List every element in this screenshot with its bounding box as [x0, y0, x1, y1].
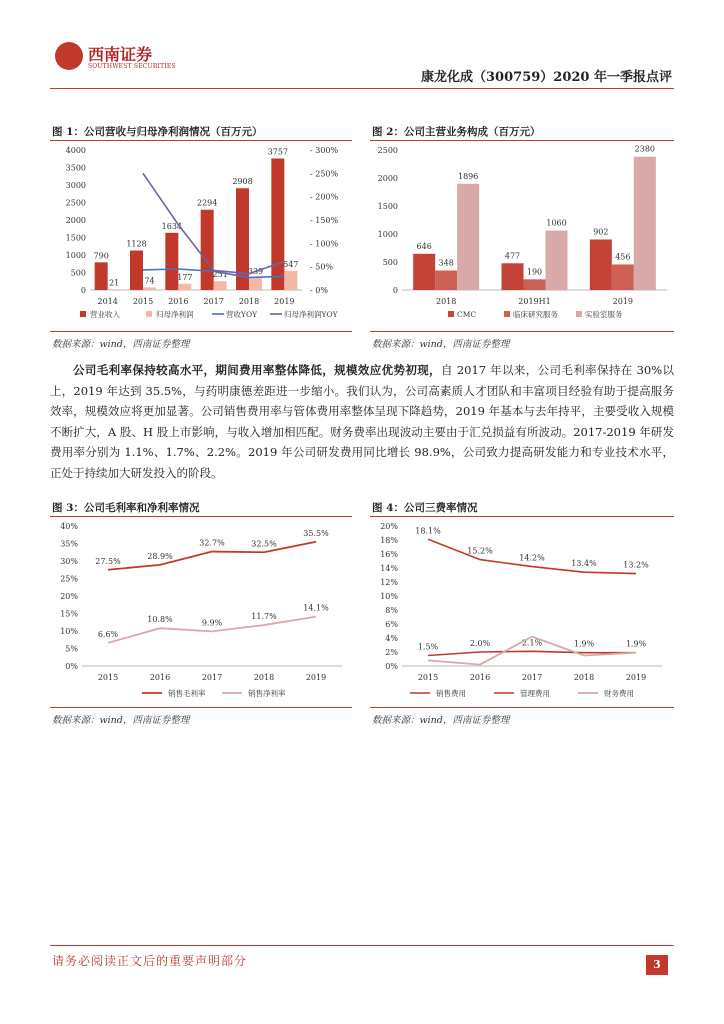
legend-swatch: [504, 311, 510, 317]
point-data-label: 10.8%: [147, 615, 173, 625]
revenue-bar: [95, 262, 108, 290]
legend-swatch: [448, 311, 454, 317]
net-profit-bar: [284, 271, 297, 290]
fig2-source: 数据来源：wind，西南证券整理: [372, 339, 510, 350]
y-tick-label: 35%: [60, 539, 78, 549]
revenue-data-label: 1634: [161, 221, 183, 231]
legend-label: 归母净利润YOY: [284, 310, 338, 319]
y-tick-label: 4000: [65, 146, 86, 155]
point-data-label: 15.2%: [467, 546, 493, 556]
x-tick-label: 2014: [97, 297, 118, 306]
y-tick-label: 2000: [65, 216, 86, 225]
y-tick-label: 4%: [385, 634, 398, 643]
y-tick-label: 30%: [60, 557, 78, 566]
revenue-data-label: 2908: [232, 177, 253, 187]
revenue-data-label: 2294: [196, 198, 218, 208]
report-title: 康龙化成（300759）2020 年一季报点评: [421, 70, 672, 85]
point-data-label: 14.2%: [519, 553, 545, 563]
y2-tick-label: - 300%: [310, 146, 339, 155]
revenue-bar: [130, 251, 143, 290]
fig1-title-rule: [50, 140, 352, 141]
point-data-label: 11.7%: [251, 612, 277, 622]
x-tick-label: 2015: [132, 297, 154, 306]
x-tick-label: 2019: [625, 673, 647, 682]
company-logo-icon: [55, 42, 83, 70]
point-data-label: 27.5%: [95, 556, 121, 566]
point-data-label: 1.5%: [417, 642, 439, 652]
legend-label: 销售毛利率: [168, 689, 206, 698]
y-tick-label: 3500: [65, 163, 86, 173]
net-profit-data-label: 74: [144, 276, 155, 286]
y-tick-label: 25%: [60, 574, 78, 584]
fig1-title: 图 1：公司营收与归母净利润情况（百万元）: [52, 126, 263, 138]
y-tick-label: 1500: [377, 202, 398, 211]
y-tick-label: 8%: [385, 606, 398, 615]
header-divider: [50, 88, 674, 89]
clinical-bar: [524, 279, 546, 290]
point-data-label: 13.2%: [623, 560, 649, 570]
y-tick-label: 1500: [65, 233, 86, 243]
fig4-bottom-rule: [370, 707, 674, 708]
y-tick-label: 3000: [65, 181, 86, 190]
y2-tick-label: - 150%: [310, 216, 339, 225]
disclaimer-notice: 请务必阅读正文后的重要声明部分: [52, 954, 248, 968]
bar-data-label: 477: [504, 251, 521, 261]
net-profit-data-label: 177: [177, 272, 193, 282]
y-tick-label: 0%: [65, 662, 78, 671]
x-tick-label: 2019: [612, 297, 634, 306]
fig4-chart: [372, 518, 674, 704]
y-tick-label: 0: [392, 286, 398, 295]
point-data-label: 32.7%: [199, 538, 225, 548]
x-tick-label: 2019H1: [518, 297, 551, 306]
net-profit-data-label: 21: [109, 278, 120, 288]
fig2-chart: [372, 142, 674, 328]
revenue-data-label: 3757: [267, 147, 289, 157]
point-data-label: 6.6%: [97, 629, 119, 639]
legend-label: 营业收入: [90, 310, 120, 319]
fig3-source: 数据来源：wind，西南证券整理: [52, 715, 190, 726]
y-tick-label: 2000: [377, 174, 398, 183]
y-tick-label: 18%: [380, 536, 398, 545]
net-profit-bar: [249, 278, 262, 290]
cmc-bar: [590, 239, 612, 290]
fig2-bottom-rule: [370, 331, 674, 332]
y-tick-label: 2%: [385, 648, 398, 657]
cmc-bar: [413, 254, 435, 290]
bar-data-label: 348: [438, 258, 454, 268]
analysis-paragraph: [50, 360, 674, 483]
bar-data-label: 1060: [546, 218, 567, 228]
fig1-source: 数据来源：wind，西南证券整理: [52, 339, 190, 350]
point-data-label: 28.9%: [147, 551, 173, 561]
fig4-title-rule: [370, 516, 674, 517]
y2-tick-label: - 250%: [310, 169, 339, 179]
x-tick-label: 2019: [274, 297, 295, 306]
bar-data-label: 646: [416, 241, 432, 251]
y2-tick-label: - 100%: [310, 239, 339, 249]
legend-label: 归母净利润: [156, 310, 194, 319]
point-data-label: 32.5%: [251, 539, 277, 549]
legend-swatch: [576, 311, 582, 317]
bar-data-label: 902: [593, 227, 609, 237]
fig2-title-rule: [370, 140, 674, 141]
y2-tick-label: - 200%: [310, 192, 339, 202]
legend-label: 管理费用: [520, 689, 550, 698]
clinical-bar: [435, 271, 457, 290]
legend-label: 实验室服务: [585, 310, 623, 319]
fig1-chart: [52, 142, 354, 328]
legend-label: 财务费用: [604, 689, 634, 698]
x-tick-label: 2018: [253, 673, 275, 682]
y-tick-label: 1000: [377, 230, 398, 239]
fig3-title: 图 3：公司毛利率和净利率情况: [52, 502, 200, 514]
y-tick-label: 14%: [380, 564, 398, 573]
legend-label: 销售净利率: [248, 689, 286, 698]
y-tick-label: 20%: [60, 592, 78, 601]
company-logo-text: 西南证券: [88, 45, 153, 64]
paragraph-lead: 公司毛利率保持较高水平，期间费用率整体降低，规模效应优势初现，: [73, 363, 441, 377]
fig3-chart: [52, 518, 354, 704]
point-data-label: 9.9%: [201, 618, 223, 628]
y-tick-label: 10%: [60, 627, 78, 636]
x-tick-label: 2017: [201, 673, 223, 682]
y-tick-label: 1000: [65, 251, 86, 260]
legend-label: 营收YOY: [226, 310, 258, 319]
x-tick-label: 2018: [435, 297, 457, 306]
legend-swatch: [80, 311, 86, 317]
x-tick-label: 2019: [305, 673, 327, 682]
revenue-data-label: 1128: [126, 239, 147, 249]
y-tick-label: 0: [80, 286, 86, 295]
fig4-title: 图 4：公司三费率情况: [372, 502, 478, 514]
net-profit-bar: [108, 289, 121, 290]
bar-data-label: 2380: [634, 144, 656, 154]
x-tick-label: 2016: [469, 673, 491, 682]
bar-data-label: 456: [615, 252, 631, 262]
y-tick-label: 500: [70, 268, 86, 278]
fig4-source: 数据来源：wind，西南证券整理: [372, 715, 510, 726]
x-tick-label: 2017: [521, 673, 543, 682]
fig3-bottom-rule: [50, 707, 352, 708]
clinical-bar: [612, 264, 634, 290]
x-tick-label: 2015: [97, 673, 119, 682]
y-tick-label: 500: [382, 258, 398, 267]
point-data-label: 2.1%: [521, 638, 543, 648]
legend-label: 临床研究服务: [513, 310, 558, 319]
net-profit-bar: [214, 281, 227, 290]
lab-bar: [457, 184, 479, 290]
lab-bar: [634, 157, 656, 290]
point-data-label: 2.0%: [469, 639, 491, 648]
fig1-bottom-rule: [50, 331, 352, 332]
legend-label: CMC: [457, 310, 477, 319]
net-profit-bar: [143, 287, 156, 290]
y-tick-label: 20%: [380, 522, 398, 531]
bar-data-label: 190: [526, 267, 543, 277]
x-tick-label: 2015: [417, 673, 439, 682]
bar-data-label: 1896: [457, 171, 479, 181]
net-profit-data-label: 251: [212, 270, 228, 280]
page-number: 3: [646, 955, 668, 975]
y-tick-label: 12%: [380, 578, 398, 587]
company-logo-subtitle: SOUTHWEST SECURITIES: [88, 63, 176, 70]
fig3-title-rule: [50, 516, 352, 517]
footer-divider: [50, 945, 674, 946]
y2-tick-label: - 0%: [310, 286, 328, 295]
cmc-bar: [502, 263, 524, 290]
paragraph-body: 自 2017 年以来，公司毛利率保持在 30%以上，2019 年达到 35.5%，与药明康德差距进一步缩小。我们认为，公司高素质人才团队和丰富项目经验有助于提高服务效率，规模效应将更加显著。公司销售费用率与管体费用率整体呈现下降趋势，2019 年基本与去年持平，主要受收入规模不断扩大，A 股、H 股上市影响，与收入增加相匹配。财务费率出现波动主要由于汇兑损益有所波动。2017-2019 年研发费用率分别为 1.1%、1.7%、2.2%。2019 年公司研发费用同比增长 98.9%，公司致力提高研发能力和专业技术水平，正处于持续加大研发投入的阶段。: [50, 363, 674, 480]
legend-swatch: [146, 311, 152, 317]
lab-bar: [546, 231, 568, 290]
x-tick-label: 2018: [573, 673, 595, 682]
x-tick-label: 2016: [168, 297, 189, 306]
y-tick-label: 6%: [385, 620, 398, 629]
fig2-title: 图 2：公司主营业务构成（百万元）: [372, 126, 541, 138]
revenue-bar: [271, 159, 284, 290]
x-tick-label: 2018: [238, 297, 260, 306]
y-tick-label: 16%: [380, 550, 398, 559]
y-tick-label: 0%: [385, 662, 398, 671]
x-tick-label: 2017: [203, 297, 224, 306]
y-tick-label: 2500: [377, 146, 398, 155]
y2-tick-label: - 50%: [310, 262, 334, 272]
x-tick-label: 2016: [149, 673, 171, 682]
y-tick-label: 15%: [60, 609, 78, 619]
net-profit-data-label: 547: [283, 259, 299, 269]
y-tick-label: 5%: [65, 644, 78, 654]
point-data-label: 1.9%: [625, 639, 647, 649]
net-profit-bar: [178, 284, 191, 290]
point-data-label: 35.5%: [303, 528, 329, 538]
point-data-label: 18.1%: [415, 526, 441, 536]
y-tick-label: 40%: [60, 522, 78, 531]
y-tick-label: 2500: [65, 198, 86, 208]
net-profit-data-label: 339: [247, 267, 264, 277]
point-data-label: 14.1%: [303, 603, 329, 613]
y-tick-label: 10%: [380, 592, 398, 601]
point-data-label: 1.9%: [573, 639, 595, 649]
legend-label: 销售费用: [436, 689, 466, 698]
point-data-label: 13.4%: [571, 559, 597, 569]
revenue-data-label: 790: [93, 251, 109, 261]
